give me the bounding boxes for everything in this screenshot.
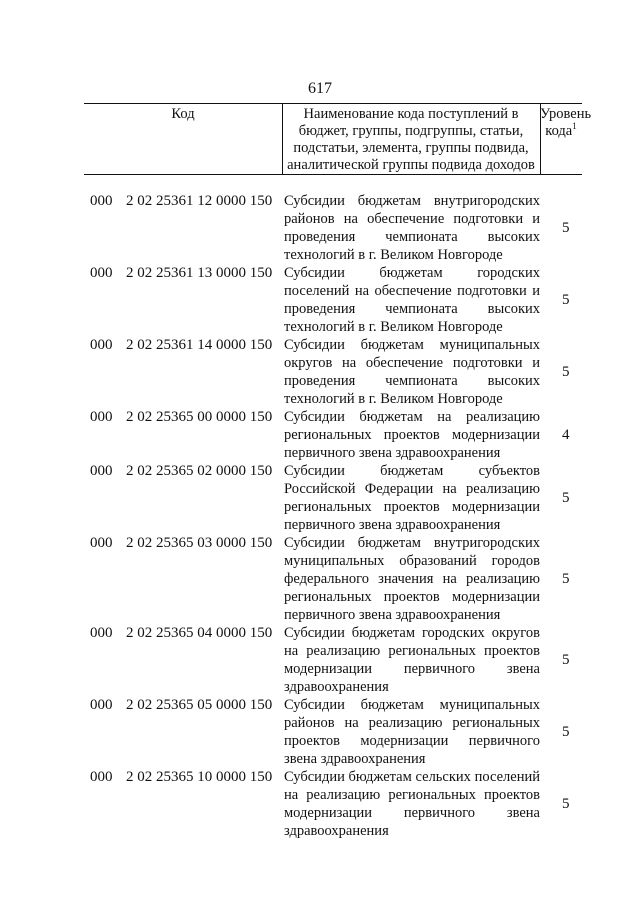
table-row xyxy=(84,462,584,534)
row-level: 5 xyxy=(562,652,570,668)
row-level: 5 xyxy=(562,724,570,740)
table-row xyxy=(84,264,584,336)
row-prefix: 000 xyxy=(90,697,113,713)
page-number: 617 xyxy=(308,80,332,97)
row-code: 2 02 25361 12 0000 150 xyxy=(126,193,273,209)
row-name: Субсидии бюджетам сельских поселений на реализацию региональных проектов модернизации первичного звена здравоохранения xyxy=(284,769,540,839)
row-prefix: 000 xyxy=(90,337,113,353)
row-level: 5 xyxy=(562,490,570,506)
row-prefix: 000 xyxy=(90,769,113,785)
row-code: 2 02 25361 13 0000 150 xyxy=(126,265,273,281)
row-name: Субсидии бюджетам на реализацию региональных проектов модернизации первичного звена здравоохранения xyxy=(284,409,540,461)
table-row xyxy=(84,408,584,462)
header-code: Код xyxy=(171,106,195,122)
header-name: Наименование кода поступлений в бюджет, группы, подгруппы, статьи, подстатьи, элемента, группы подвида, аналитической группы подвида доходов xyxy=(287,106,535,173)
header-level-line1: Уровень xyxy=(540,106,592,122)
row-prefix: 000 xyxy=(90,193,113,209)
table-row xyxy=(84,336,584,408)
row-code: 2 02 25365 00 0000 150 xyxy=(126,409,273,425)
row-code: 2 02 25365 10 0000 150 xyxy=(126,769,273,785)
row-prefix: 000 xyxy=(90,265,113,281)
row-code: 2 02 25365 02 0000 150 xyxy=(126,463,273,479)
header-level xyxy=(540,106,592,140)
header-level-footnote: 1 xyxy=(572,121,577,132)
row-prefix: 000 xyxy=(90,409,113,425)
table-row xyxy=(84,624,584,696)
table-header xyxy=(84,103,592,175)
row-level: 5 xyxy=(562,292,570,308)
header-level-line2: кода xyxy=(545,123,573,139)
table-row xyxy=(84,192,584,264)
row-name: Субсидии бюджетам субъектов Российской Федерации на реализацию региональных проектов модернизации первичного звена здравоохранения xyxy=(284,463,540,533)
row-prefix: 000 xyxy=(90,535,113,551)
table-row xyxy=(84,534,584,624)
row-level: 5 xyxy=(562,364,570,380)
row-name: Субсидии бюджетам муниципальных районов на реализацию региональных проектов модернизации первичного звена здравоохранения xyxy=(284,697,540,767)
row-code: 2 02 25365 03 0000 150 xyxy=(126,535,273,551)
row-code: 2 02 25361 14 0000 150 xyxy=(126,337,273,353)
row-prefix: 000 xyxy=(90,463,113,479)
row-level: 5 xyxy=(562,220,570,236)
row-name: Субсидии бюджетам внутригородских районов на обеспечение подготовки и проведения чемпионата высоких технологий в г. Великом Новгороде xyxy=(284,193,540,263)
row-code: 2 02 25365 04 0000 150 xyxy=(126,625,273,641)
row-level: 5 xyxy=(562,571,570,587)
row-code: 2 02 25365 05 0000 150 xyxy=(126,697,273,713)
row-name: Субсидии бюджетам внутригородских муниципальных образований городов федерального значения на реализацию региональных проектов модернизации первичного звена здравоохранения xyxy=(284,535,540,623)
table-body xyxy=(84,192,584,840)
table-row xyxy=(84,768,584,840)
row-name: Субсидии бюджетам муниципальных округов на обеспечение подготовки и проведения чемпионата высоких технологий в г. Великом Новгороде xyxy=(284,337,540,407)
row-level: 5 xyxy=(562,796,570,812)
row-prefix: 000 xyxy=(90,625,113,641)
row-level: 4 xyxy=(562,427,570,443)
table-row xyxy=(84,696,584,768)
row-name: Субсидии бюджетам городских округов на реализацию региональных проектов модернизации первичного звена здравоохранения xyxy=(284,625,540,695)
row-name: Субсидии бюджетам городских поселений на обеспечение подготовки и проведения чемпионата высоких технологий в г. Великом Новгороде xyxy=(284,265,540,335)
